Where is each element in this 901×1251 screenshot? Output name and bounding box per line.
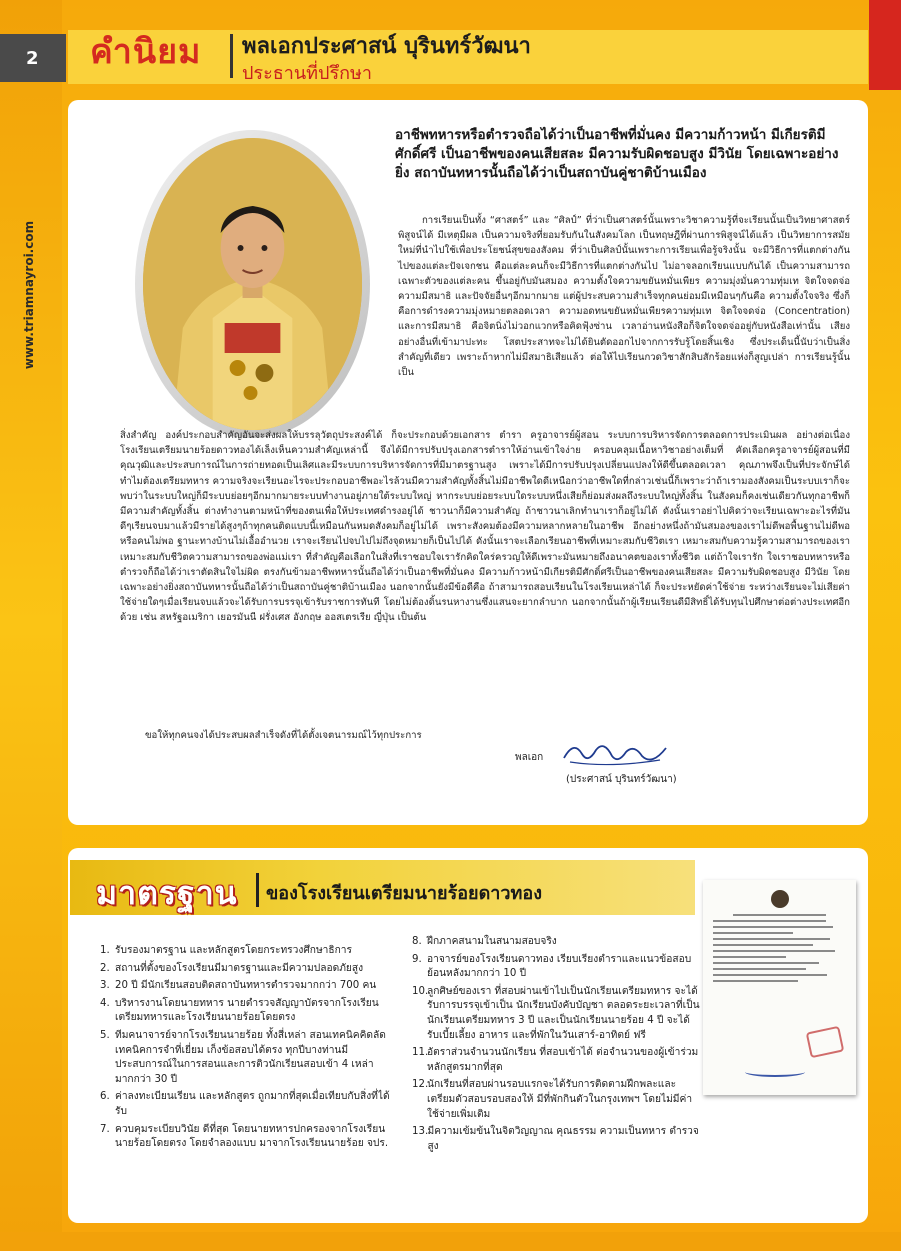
doc-line — [713, 926, 833, 928]
standards-list-item — [100, 979, 390, 994]
certificate-document-image — [703, 880, 856, 1095]
header-red-corner — [869, 0, 901, 90]
item-text: ลูกศิษย์ของเรา ที่สอบผ่านเข้าไปเป็นนักเรียนเตรียมทหาร จะได้รับการบรรจุเข้าเป็น นักเรียนบังคับบัญชา ตลอดระยะเวลาที่เป็นนักเรียนเตรียมทหาร 3 ปี และเป็นนักเรียนนายร้อย 4 ปี จะได้รับเบี้ยเลี้ยง อาหาร และที่พักในวันเสาร์-อาทิตย์ ฟรี — [427, 985, 700, 1041]
item-number: 1. — [100, 945, 110, 956]
item-text: 20 ปี มีนักเรียนสอบติดสถาบันทหารตำรวจมากกว่า 700 คน — [115, 980, 377, 992]
standards-list-item — [412, 985, 700, 1043]
standards-subtitle: ของโรงเรียนเตรียมนายร้อยดาวทอง — [266, 883, 542, 904]
item-text: สถานที่ตั้งของโรงเรียนมีมาตรฐานและมีความปลอดภัยสูง — [115, 962, 364, 974]
item-number: 7. — [100, 1123, 110, 1135]
stamp-icon — [806, 1026, 845, 1059]
doc-line — [713, 956, 786, 958]
section-title: คำนิยม — [90, 32, 202, 72]
item-text: ค่าลงทะเบียนเรียน และหลักสูตร ถูกมากที่สุดเมื่อเทียบกับสิ่งที่ได้รับ — [115, 1091, 390, 1117]
garuda-seal-icon — [771, 890, 789, 908]
standards-list-item — [100, 1090, 390, 1119]
doc-line — [713, 980, 798, 982]
signature-rank: พลเอก — [515, 752, 544, 763]
item-number: 10. — [412, 985, 429, 997]
left-strip — [0, 0, 62, 1251]
item-number: 11. — [412, 1047, 429, 1059]
standards-list-item — [412, 953, 700, 982]
item-number: 12. — [412, 1079, 429, 1091]
item-number: 5. — [100, 1029, 110, 1041]
standards-list-item — [412, 1125, 700, 1154]
standards-divider — [256, 873, 259, 907]
standards-list-left — [100, 944, 390, 1155]
standards-list-item — [100, 944, 390, 959]
standards-list-item — [100, 962, 390, 977]
article-closing: ขอให้ทุกคนจงได้ประสบผลสำเร็จดังที่ได้ตั้งเจตนารมณ์ไว้ทุกประการ — [145, 730, 422, 741]
item-text: รับรองมาตรฐาน และหลักสูตรโดยกระทรวงศึกษาธิการ — [115, 945, 352, 956]
doc-line — [713, 968, 806, 970]
item-text: มีความเข้มข้นในจิตวิญญาณ คุณธรรม ความเป็นทหาร ตำรวจ สูง — [427, 1126, 699, 1152]
portrait-frame — [135, 130, 370, 438]
standards-list-item — [100, 1029, 390, 1087]
item-number: 8. — [412, 936, 422, 947]
item-text: นักเรียนที่สอบผ่านรอบแรกจะได้รับการติดตามฝึกพละและเตรียมตัวสอบรอบสองให้ มีที่พักกินตัวในกรุงเทพฯ โดยไม่มีค่าใช้จ่ายเพิ่มเติม — [427, 1079, 693, 1120]
item-text: บริหารงานโดยนายทหาร นายตำรวจสัญญาบัตรจากโรงเรียนเตรียมทหารและโรงเรียนนายร้อยโดยตรง — [115, 997, 379, 1024]
person-role: ประธานที่ปรึกษา — [242, 63, 372, 84]
item-number: 13. — [412, 1126, 429, 1138]
doc-line — [713, 974, 827, 976]
item-number: 9. — [412, 953, 422, 965]
item-number: 3. — [100, 980, 110, 992]
doc-line — [713, 938, 830, 940]
standards-list-item — [412, 1078, 700, 1122]
item-number: 6. — [100, 1091, 110, 1103]
signature-image — [560, 738, 670, 770]
article-lead: อาชีพทหารหรือตำรวจถือได้ว่าเป็นอาชีพที่มั่นคง มีความก้าวหน้า มีเกียรติมีศักดิ์ศรี เป็นอาชีพของคนเสียสละ มีความรับผิดชอบสูง มีวินัย โดยเฉพาะอย่างยิ่ง สถาบันทหารนั้นถือได้ว่าเป็นสถาบันคู่ชาติบ้านเมือง — [395, 127, 839, 181]
doc-line — [713, 932, 793, 934]
item-text: ควบคุมระเบียบวินัย ดีที่สุด โดยนายทหารปกครองจากโรงเรียนนายร้อยโดยตรง โดยจำลองแบบ มาจากโรงเรียนนายร้อย จปร. — [115, 1123, 389, 1150]
item-text: อาจารย์ของโรงเรียนดาวทอง เรียบเรียงตำราและแนวข้อสอบย้อนหลังมากกว่า 10 ปี — [427, 953, 692, 980]
portrait-illustration — [143, 138, 362, 430]
doc-line — [713, 944, 813, 946]
item-text: อัตราส่วนจำนวนนักเรียน ที่สอบเข้าได้ ต่อจำนวนของผู้เข้าร่วมหลักสูตรมากที่สุด — [427, 1047, 699, 1073]
article-body-right: การเรียนเป็นทั้ง “ศาสตร์” และ “ศิลป์” ที่ว่าเป็นศาสตร์นั้นเพราะวิชาความรู้ที่จะเรียนนั้นเป็นวิทยาศาสตร์ พิสูจน์ได้ มีเหตุมีผล เป็นความจริงที่ยอมรับกันในสังคมโลก เป็นทฤษฎีที่ผ่านการพิสูจน์ได้แล้ว เป็นวิทยาการสมัยใหม่ที่นำไปใช้เพื่อประโยชน์สุขของสังคม ที่ว่าเป็นศิลป์นั้นเพราะการเรียนเพื่อรู้จริงนั้น จะมีวิธีการที่แตกต่างกันไปของแต่ละปัจเจกชน คือแต่ละคนก็จะมีวิธีการที่แตกต่างกันไป ไม่อาจลอกเรียนแบบกันได้ เป็นความสามารถเฉพาะตัวของแต่ละคน ขึ้นอยู่กับมันสมอง ความตั้งใจความขยันหมั่นเพียร ความมุ่งมั่นความทุ่มเท จิตใจจดจ่อ ความมีสมาธิ และปัจจัยอื่นๆอีกมากมาย แต่ผู้ประสบความสำเร็จทุกคนย่อมมีเหมือนๆกันคือ ความตั้งใจจริง ซึ่งก็คือการดำรงความมุ่งหมายตลอดเวลา ความอดทนขยันหมั่นเพียรความทุ่มเท จิตใจจดจ่อ (Concentration) และการมีสมาธิ คือจิตนิ่งไม่วอกแวกหรือคิดฟุ้งซ่าน เวลาอ่านหนังสือก็จิตใจจดจ่ออยู่กับหนังสือเท่านั้น เสียงอย่างอื่นที่เข้ามาปะทะ โสตประสาทจะไม่ได้ยินตัดออกไปจากการรับรู้โดยสิ้นเชิง ซึ่งประเด็นนี้นับว่าเป็นสิ่งสำคัญที่เดียว เพราะถ้าหากไม่มีสมาธิเสียแล้ว ต่อให้ไปเรียนกวดวิชาสักสิบสักร้อยแห่งก็สูญเปล่า การเรียนรู้นั้นเป็น — [398, 215, 850, 379]
portrait-photo — [143, 138, 362, 430]
item-number: 2. — [100, 962, 110, 974]
signature-name: (ประศาสน์ บุรินทร์วัฒนา) — [566, 774, 677, 785]
side-url-text[interactable]: www.triamnayroi.com — [22, 220, 36, 370]
doc-line — [733, 914, 826, 916]
article-body-full: สิ่งสำคัญ องค์ประกอบสำคัญอันจะส่งผลให้บรรลุวัตถุประสงค์ได้ ก็จะประกอบด้วยเอกสาร ตำรา ครูอาจารย์ผู้สอน ระบบการบริหารจัดการตลอดการประเมินผล อย่างต่อเนื่อง โรงเรียนเตรียมนายร้อยดาวทองได้เล็งเห็นความสำคัญเหล่านี้ จึงได้มีการปรับปรุงเอกสารตำราให้อ่านเข้าใจง่าย ครอบคลุมเนื้อหาวิชาอย่างเต็มที่ คัดเลือกครูอาจารย์ผู้สอนที่มีคุณวุฒิและประสบการณ์ในการถ่ายทอดเป็นเลิศและมีระบบการบริหารจัดการที่มีมาตรฐานสูง เพราะได้มีการปรับปรุงเปลี่ยนแปลงให้ดีขึ้นตลอดเวลา คุณภาพจึงเป็นที่ประจักษ์ได้ ทำไมต้องเตรียมทหาร ความจริงจะเรียนอะไรจะประกอบอาชีพอะไรล้วนมีความสำคัญทั้งสิ้นไม่มีอาชีพใดดีเหนือกว่าอาชีพใดที่กล่าวเช่นนี้ก็เพราะว่าถ้าเรามองสังคมเป็นระบบเราก็จะพบว่าในระบบใหญ่ก็มีระบบย่อยๆอีกมากมายระบบทำงานอยู่ภายใต้ระบบใหญ่ หากระบบย่อยระบบใดระบบหนึ่งเสียก็ย่อมส่งผลถึงระบบใหญ่ทั้งสิ้น ในสังคมก็คงเช่นเดียวกันทุกอาชีพก็มีความสำคัญทั้งสิ้น ต่างทำงานตามหน้าที่ของตนเพื่อให้ประเทศดำรงอยู่ได้ ชาวนาก็มีความสำคัญ ถ้าชาวนาเลิกทำนาเราก็อยู่ไม่ได้ ดังนั้นเราอย่าไปคิดว่าจะเรียนเฉพาะอะไรที่มันดีๆเรียนจบมาแล้วมีรายได้สูงๆถ้าทุกคนติดแบบนี้เหมือนกันหมดสังคมก็อยู่ไม่ได้ เพราะสังคมต้องมีความหลากหลายในอาชีพ อีกอย่างหนึ่งถ้ามันสมองของเราไม่ดีพอพื้นฐานไม่ดีพอ หรือคนไม่พอ ฐานะทางบ้านไม่เอื้ออำนวย เราจะเรียนไปจบไปไม่ถึงจุดหมายก็เป็นไปได้ ดังนั้นเราจะเลือกเรียนอาชีพที่เหมาะสมกับชีวิตเรา เหมาะสมกับความรู้ความสามารถของเรา เหมาะสมกับชีวิตความสามารถของพ่อแม่เรา ที่สำคัญคือเลือกในสิ่งที่เราชอบใจเรารักคิดใคร่ครวญให้ดีเพราะมันหมายถึงอนาคตของเราทั้งชีวิต แต่ถ้าใจเรารัก ใจเราชอบทหารหรือตำรวจก็ถือได้ว่าเราตัดสินใจไม่ผิด ตรงกันข้ามอาชีพทหารนั้นถือได้ว่าเป็นอาชีพที่มั่นคง มีความก้าวหน้ามีเกียรติมีศักดิ์ศรีเป็นอาชีพของคนเสียสละ มีความรับผิดชอบสูง มีวินัย โดยเฉพาะอย่างยิ่งสถาบันทหารนั้นถือได้ว่าเป็นสถาบันคู่ชาติบ้านเมือง นอกจากนั้นยังมีข้อดีคือ ถ้าสามารถสอบเรียนในโรงเรียนเหล่าได้ ก็จะประหยัดค่าใช้จ่าย ระหว่างเรียนจะไม่เสียค่าใช้จ่ายใดๆเมื่อเรียนจบแล้วจะได้รับการบรรจุเข้ารับราชการทันที โดยไม่ต้องดิ้นรนหางานซึ่งแสนจะยากลำบาก นอกจากนั้นถ้าผู้เรียนเรียนดีมีสิทธิ์ได้รับทุนไปศึกษาต่อต่างประเทศอีกด้วย เช่น สหรัฐอเมริกา เยอรมันนี ฝรั่งเศส อังกฤษ ออสเตรเรีย ญี่ปุ่น เป็นต้น — [120, 430, 850, 624]
bottom-bar — [0, 1232, 901, 1251]
standards-list-item — [100, 1123, 390, 1152]
doc-line — [713, 950, 835, 952]
standards-list-item — [412, 935, 700, 950]
page-number: 2 — [0, 34, 66, 82]
standards-list-item — [100, 997, 390, 1026]
doc-line — [713, 920, 826, 922]
item-text: ทีมคนาจารย์จากโรงเรียนนายร้อย ทั้งสี่เหล่า สอนเทคนิคคิดลัดเทคนิคการจำที่เยี่ยม เก็งข้อสอบได้ตรง ทุกปีบางท่านมีประสบการณ์ในการสอนและการติวนักเรียนสอบเข้า 4 เหล่ามากกว่า 30 ปี — [115, 1029, 386, 1085]
standards-title: มาตรฐาน — [96, 874, 238, 912]
person-name: พลเอกประศาสน์ บุรินทร์วัฒนา — [242, 34, 531, 59]
doc-line — [713, 962, 819, 964]
standards-list-item — [412, 1046, 700, 1075]
side-url[interactable] — [18, 220, 40, 370]
doc-signature — [745, 1067, 805, 1077]
item-number: 4. — [100, 997, 110, 1009]
standards-list-right — [412, 935, 700, 1157]
header-divider — [230, 34, 233, 78]
item-text: ฝึกภาคสนามในสนามสอบจริง — [427, 936, 557, 947]
